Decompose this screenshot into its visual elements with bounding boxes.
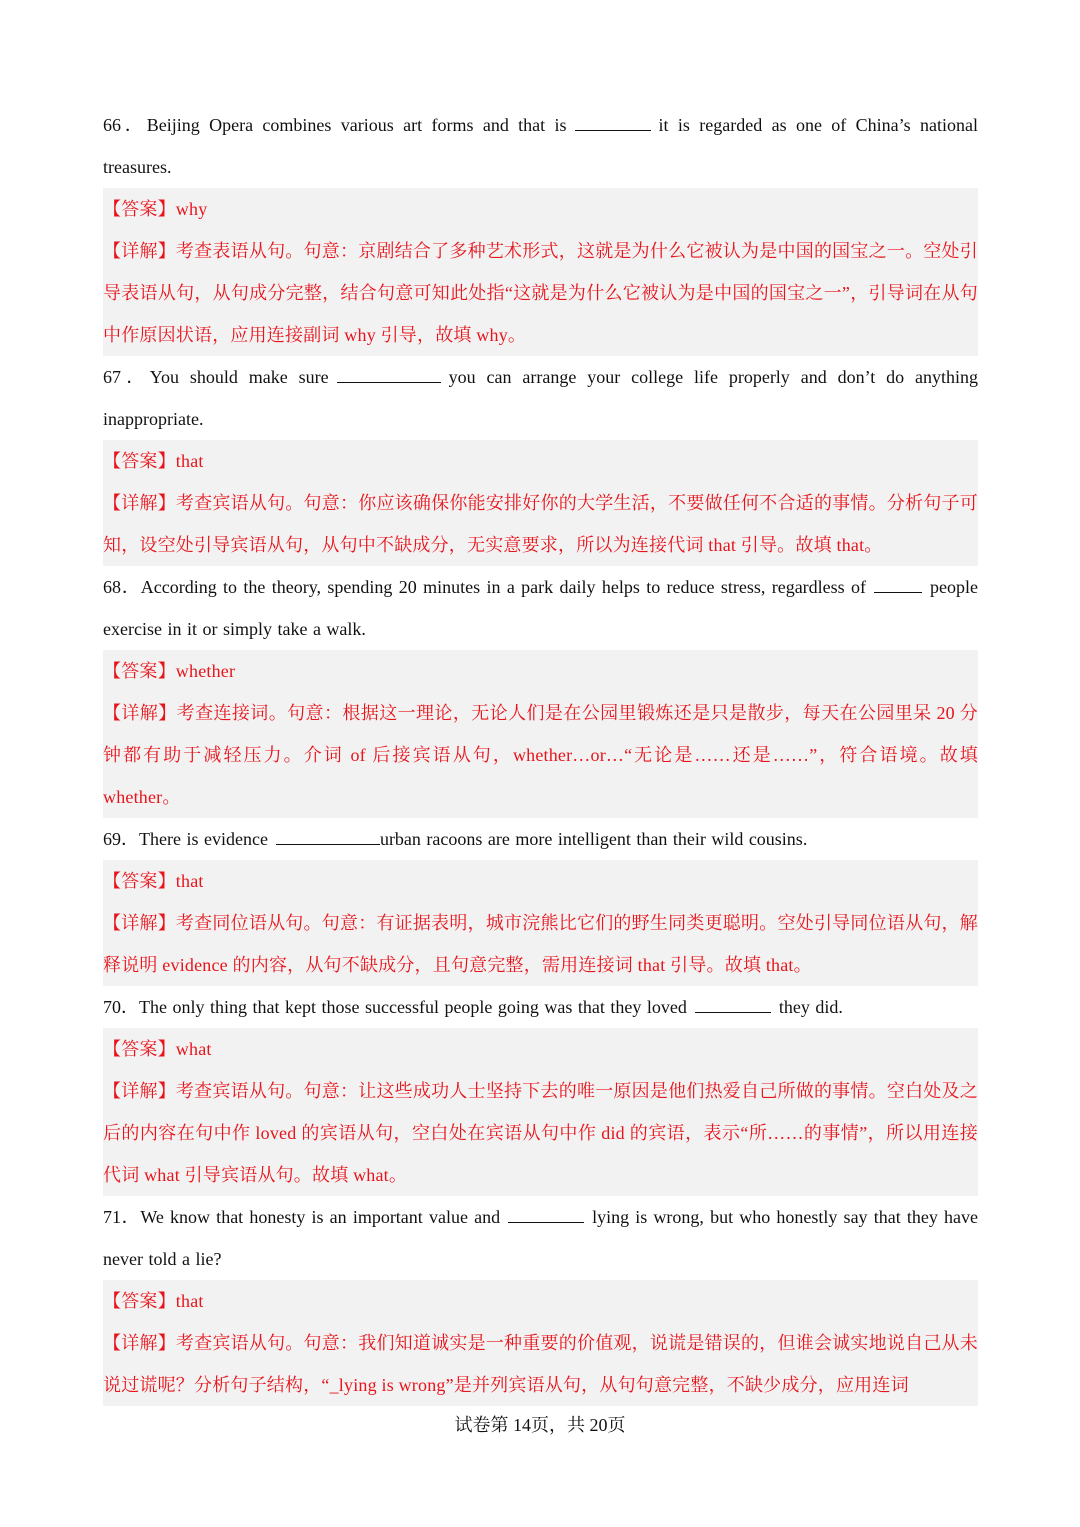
question-68	[103, 566, 978, 818]
question-67	[103, 356, 978, 566]
explanation: 【详解】考查连接词。句意：根据这一理论，无论人们是在公园里锻炼还是只是散步，每天在公园里呆 20 分钟都有助于减轻压力。介词 of 后接宾语从句，whether…or…“无论是……还是……”，符合语境。故填 whether。	[103, 703, 978, 807]
answer-blank[interactable]	[508, 1204, 584, 1223]
answer-line: 【答案】that	[103, 1291, 204, 1311]
question-text: 68．According to the theory, spending 20 minutes in a park daily helps to reduce stress, regardless of people exercise in it or simply take a walk.	[103, 566, 978, 650]
question-text: 69．There is evidence urban racoons are more intelligent than their wild cousins.	[103, 818, 978, 860]
explanation: 【详解】考查同位语从句。句意：有证据表明，城市浣熊比它们的野生同类更聪明。空处引导同位语从句，解释说明 evidence 的内容，从句不缺成分，且句意完整，需用连接词 that 引导。故填 that。	[103, 913, 978, 975]
answer-block	[103, 860, 978, 986]
answer-line: 【答案】why	[103, 199, 208, 219]
explanation: 【详解】考查宾语从句。句意：你应该确保你能安排好你的大学生活，不要做任何不合适的事情。分析句子可知，设空处引导宾语从句，从句中不缺成分，无实意要求，所以为连接代词 that 引导。故填 that。	[103, 493, 978, 555]
question-66	[103, 104, 978, 356]
answer-blank[interactable]	[695, 994, 771, 1013]
answer-block	[103, 188, 978, 356]
explanation: 【详解】考查宾语从句。句意：让这些成功人士坚持下去的唯一原因是他们热爱自己所做的事情。空白处及之后的内容在句中作 loved 的宾语从句，空白处在宾语从句中作 did 的宾语，表示“所……的事情”，所以用连接代词 what 引导宾语从句。故填 what。	[103, 1081, 978, 1185]
exam-page	[103, 104, 978, 1406]
question-text: 67．You should make sure you can arrange your college life properly and don’t do anything inappropriate.	[103, 356, 978, 440]
explanation: 【详解】考查宾语从句。句意：我们知道诚实是一种重要的价值观，说谎是错误的，但谁会诚实地说自己从未说过谎呢？分析句子结构，“_lying is wrong”是并列宾语从句，从句句意完整，不缺少成分，应用连词	[103, 1333, 978, 1395]
answer-blank[interactable]	[874, 574, 922, 593]
answer-block	[103, 440, 978, 566]
answer-blank[interactable]	[575, 112, 651, 131]
explanation: 【详解】考查表语从句。句意：京剧结合了多种艺术形式，这就是为什么它被认为是中国的国宝之一。空处引导表语从句，从句成分完整，结合句意可知此处指“这就是为什么它被认为是中国的国宝之一”，引导词在从句中作原因状语，应用连接副词 why 引导，故填 why。	[103, 241, 978, 345]
question-text: 66．Beijing Opera combines various art forms and that is it is regarded as one of China’s national treasures.	[103, 104, 978, 188]
answer-line: 【答案】whether	[103, 661, 236, 681]
question-text: 70．The only thing that kept those successful people going was that they loved they did.	[103, 986, 978, 1028]
answer-block	[103, 1028, 978, 1196]
answer-blank[interactable]	[337, 364, 441, 383]
answer-line: 【答案】that	[103, 871, 204, 891]
answer-block	[103, 1280, 978, 1406]
question-70	[103, 986, 978, 1196]
answer-block	[103, 650, 978, 818]
question-71	[103, 1196, 978, 1406]
answer-blank[interactable]	[276, 826, 380, 845]
answer-line: 【答案】that	[103, 451, 204, 471]
question-text: 71．We know that honesty is an important value and lying is wrong, but who honestly say that they have never told a lie?	[103, 1196, 978, 1280]
answer-line: 【答案】what	[103, 1039, 212, 1059]
question-69	[103, 818, 978, 986]
page-footer: 试卷第 14页，共 20页	[454, 1415, 626, 1435]
